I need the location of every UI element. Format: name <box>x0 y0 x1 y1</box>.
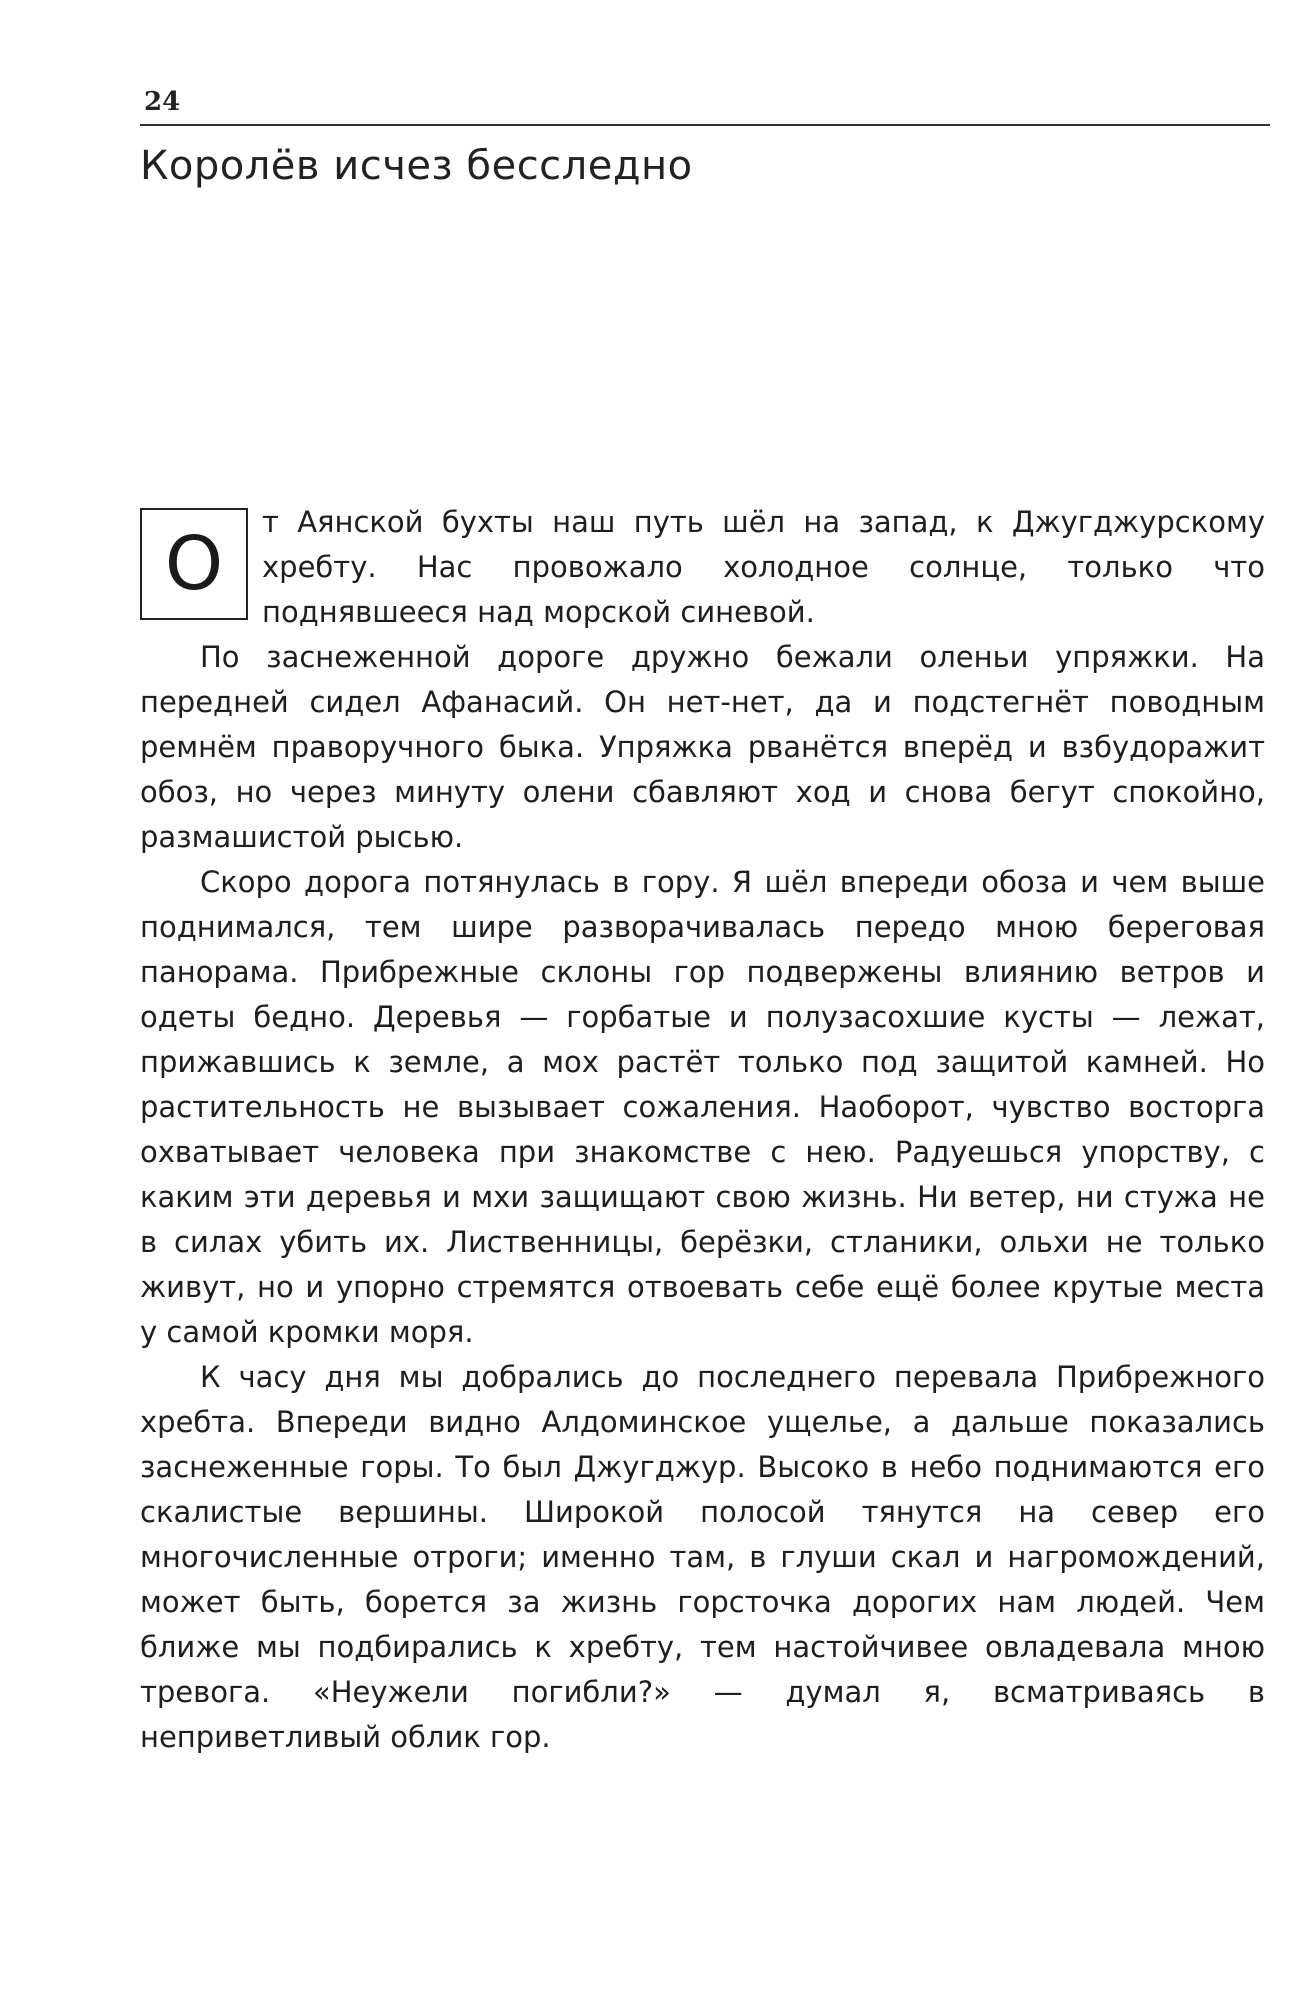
page-header <box>140 86 1270 126</box>
drop-cap: О <box>140 508 248 620</box>
body-text <box>140 500 1265 1760</box>
paragraph: К часу дня мы добрались до последнего перевала Прибрежного хребта. Впереди видно Алдоминское ущелье, а дальше показались заснеженные горы. То был Джугджур. Высоко в небо поднимаются его скалистые вершины. Широкой полосой тянутся на север его многочисленные отроги; именно там, в глуши скал и нагромождений, может быть, борется за жизнь горсточка дорогих нам людей. Чем ближе мы подбирались к хребту, тем настойчивее овладевала мною тревога. «Неужели погибли?» — думал я, всматриваясь в неприветливый облик гор. <box>140 1360 1265 1754</box>
page-number: 24 <box>144 87 181 117</box>
paragraph: По заснеженной дороге дружно бежали оленьи упряжки. На передней сидел Афанасий. Он нет-нет, да и подстегнёт поводным ремнём праворучного быка. Упряжка рванётся вперёд и взбудоражит обоз, но через минуту олени сбавляют ход и снова бегут спокойно, размашистой рысью. <box>140 640 1265 854</box>
first-paragraph <box>140 500 1265 635</box>
chapter-title: Королёв исчез бесследно <box>140 143 693 189</box>
first-paragraph-text: т Аянской бухты наш путь шёл на запад, к Джугджурскому хребту. Нас провожало холодное солнце, только что поднявшееся над морской синевой. <box>262 505 1265 629</box>
paragraph: Скоро дорога потянулась в гору. Я шёл впереди обоза и чем выше поднимался, тем шире разворачивалась передо мною береговая панорама. Прибрежные склоны гор подвержены влиянию ветров и одеты бедно. Деревья — горбатые и полузасохшие кусты — лежат, прижавшись к земле, а мох растёт только под защитой камней. Но растительность не вызывает сожаления. Наоборот, чувство восторга охватывает человека при знакомстве с нею. Радуешься упорству, с каким эти деревья и мхи защищают свою жизнь. Ни ветер, ни стужа не в силах убить их. Лиственницы, берёзки, стланики, ольхи не только живут, но и упорно стремятся отвоевать себе ещё более крутые места у самой кромки моря. <box>140 865 1265 1349</box>
